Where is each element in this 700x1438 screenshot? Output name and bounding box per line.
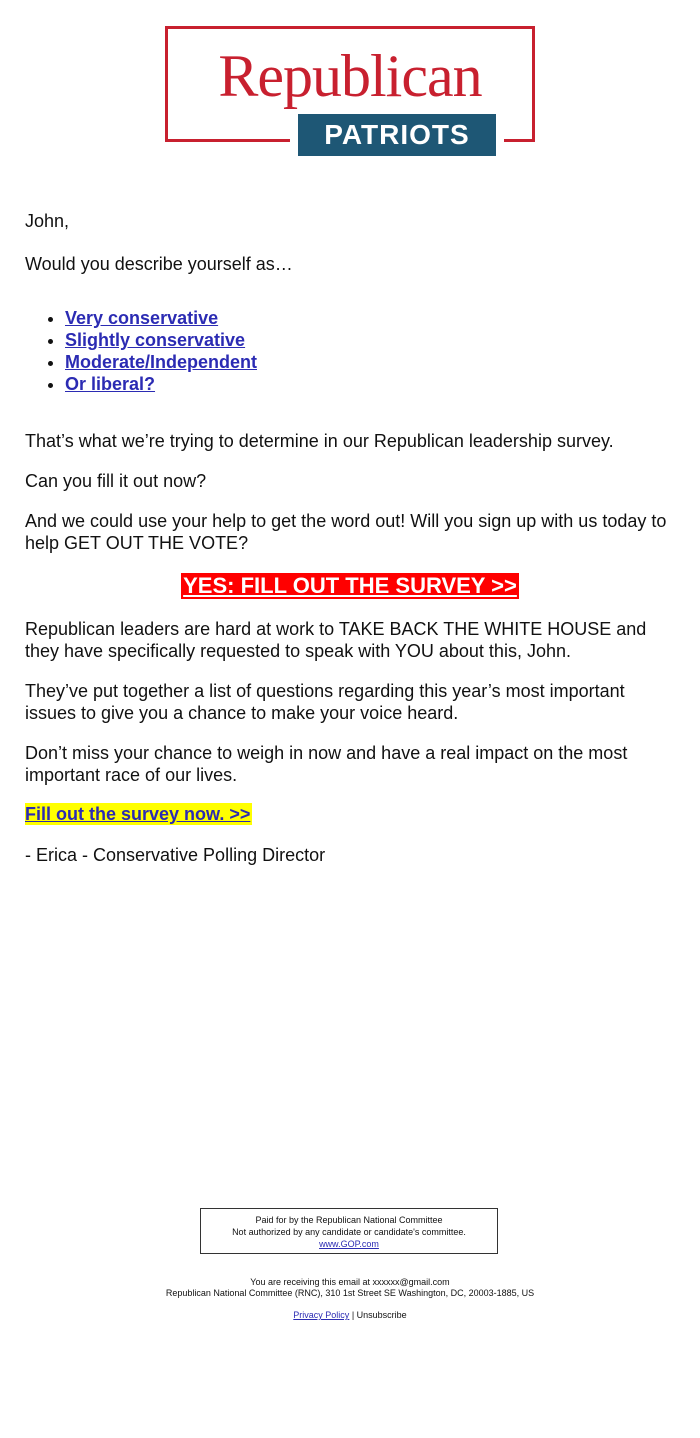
rnc-address-line: Republican National Committee (RNC), 310 1st Street SE Washington, DC, 20003-1885, US xyxy=(165,1288,535,1298)
fill-out-survey-link[interactable]: Fill out the survey now. >> xyxy=(25,804,251,824)
paragraph-survey-intro: That’s what we’re trying to determine in our Republican leadership survey. xyxy=(25,431,614,451)
greeting: John, xyxy=(25,211,70,231)
cta-wrapper xyxy=(0,573,700,599)
footer-separator: | xyxy=(349,1310,357,1320)
not-authorized-line: Not authorized by any candidate or candidate's committee. xyxy=(232,1227,466,1237)
signature: - Erica - Conservative Polling Director xyxy=(25,845,326,865)
logo-wordmark: Republican xyxy=(218,43,482,109)
choice-slightly-conservative-link[interactable]: Slightly conservative xyxy=(65,330,246,350)
choice-very-conservative-link[interactable]: Very conservative xyxy=(65,308,219,328)
paid-for-disclaimer-box xyxy=(200,1208,498,1254)
paragraph-fill-now: Can you fill it out now? xyxy=(25,471,207,491)
fill-out-survey-button[interactable]: YES: FILL OUT THE SURVEY >> xyxy=(183,573,517,598)
footer-links xyxy=(0,1310,700,1321)
privacy-policy-link[interactable]: Privacy Policy xyxy=(293,1310,350,1320)
choice-list xyxy=(25,307,257,395)
paragraph-get-out-vote: And we could use your help to get the word out! Will you sign up with us today to help GET OUT THE VOTE? xyxy=(25,511,667,553)
list-item xyxy=(65,307,257,329)
gop-site-link[interactable]: www.GOP.com xyxy=(319,1239,379,1249)
paid-for-line: Paid for by the Republican National Committee xyxy=(255,1215,443,1225)
list-item xyxy=(65,329,257,351)
paragraph-weigh-in: Don’t miss your chance to weigh in now and have a real impact on the most important race of our lives. xyxy=(25,743,628,785)
logo-plate: PATRIOTS xyxy=(298,114,496,156)
republican-patriots-logo xyxy=(165,26,535,156)
list-item xyxy=(65,351,257,373)
paragraph-questions: They’ve put together a list of questions regarding this year’s most important issues to give you a chance to make your voice heard. xyxy=(25,681,625,723)
choice-liberal-link[interactable]: Or liberal? xyxy=(65,374,156,394)
choice-moderate-link[interactable]: Moderate/Independent xyxy=(65,352,258,372)
paragraph-leaders: Republican leaders are hard at work to TAKE BACK THE WHITE HOUSE and they have specifically requested to speak with YOU about this, John. xyxy=(25,619,647,661)
receiving-email-line: You are receiving this email at xxxxxx@gmail.com xyxy=(250,1277,450,1287)
list-item xyxy=(65,373,257,395)
unsubscribe-link[interactable]: Unsubscribe xyxy=(356,1310,407,1320)
question-text: Would you describe yourself as… xyxy=(25,254,293,274)
